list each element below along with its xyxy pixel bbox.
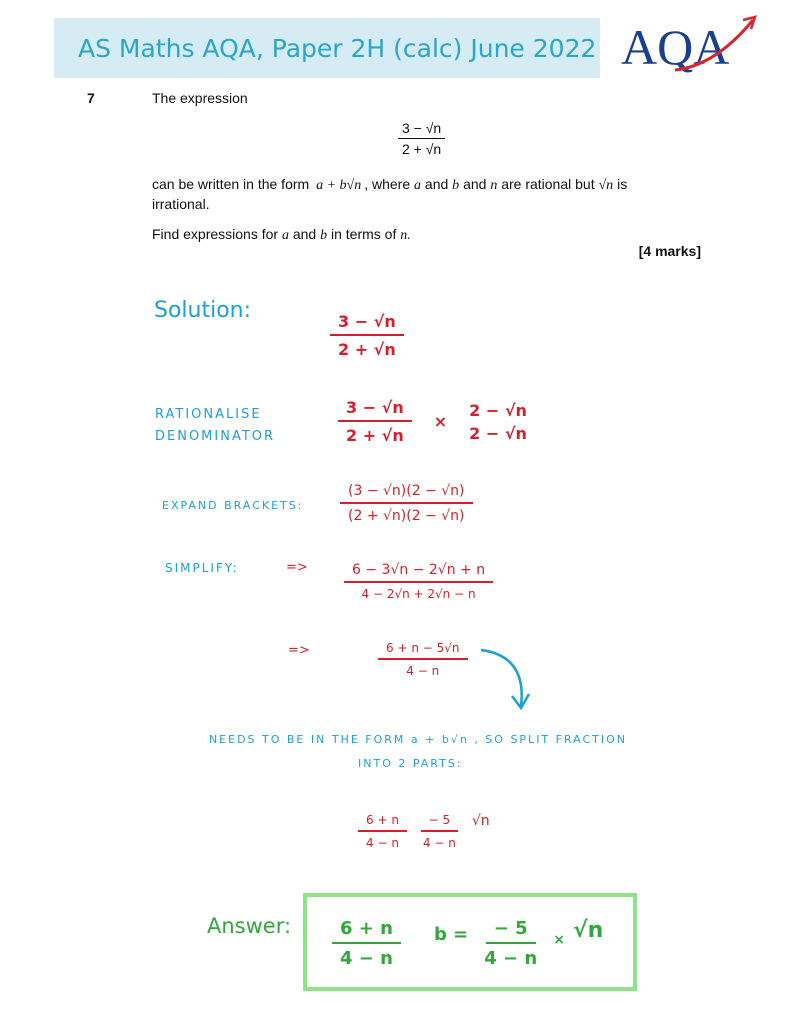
expression-numerator: 3 − √n (398, 120, 445, 139)
answer-a: $\frac{6 + n}{4 - n}$ (332, 918, 401, 969)
solution-step4: $\frac{6 + n - 5√n}{4 - n}$ (378, 641, 468, 678)
expression-denominator: 2 + √n (402, 141, 442, 157)
solution-split: $\frac{6 + n}{4 - n}$ $\frac{- 5}{4 - n}$ √n (358, 813, 490, 850)
page-title: AS Maths AQA, Paper 2H (calc) June 2022 (78, 34, 597, 63)
arrow-1: => (286, 560, 308, 575)
question-expression (398, 120, 445, 157)
arrow-2: => (288, 643, 310, 658)
question-number: 7 (87, 90, 95, 106)
aqa-logo-text: AQA (621, 19, 730, 75)
split-note: NEEDS TO BE IN THE FORM a + b√n , SO SPLIT FRACTION INTO 2 PARTS: (208, 733, 628, 770)
question-find-text: Find expressions for a and b in terms of n. (152, 226, 411, 243)
solution-step1: $\frac{3 - √n}{2 + √n}$ × 2 − √n 2 − √n (338, 398, 527, 445)
times-sign: × (433, 412, 448, 431)
rationalise-label: RATIONALISE DENOMINATOR (155, 407, 276, 444)
solution-step0: $\frac{3 - √n}{2 + √n}$ (330, 312, 404, 359)
solution-step2: $\frac{(3 - √n)(2 - √n)}{(2 + √n)(2 - √n)}$ (340, 483, 473, 524)
question-marks: [4 marks] (638, 243, 701, 259)
solution-step3: $\frac{6 - 3√n - 2√n + n}{4 - 2√n + 2√n - n}$ (344, 562, 493, 601)
question-intro: The expression (152, 90, 248, 106)
question-form-text: can be written in the form a + b√n , where a and b and n are rational but √n is irrational. (152, 176, 628, 212)
answer-label: Answer: (207, 914, 292, 938)
solution-heading: Solution: (154, 298, 252, 323)
answer-b: b = $\frac{- 5}{4 - n}$ × √n (434, 918, 604, 969)
aqa-logo (615, 14, 757, 80)
curved-arrow-icon (475, 644, 535, 716)
simplify-label: SIMPLIFY: (165, 561, 239, 575)
expand-label: EXPAND BRACKETS: (162, 499, 304, 512)
